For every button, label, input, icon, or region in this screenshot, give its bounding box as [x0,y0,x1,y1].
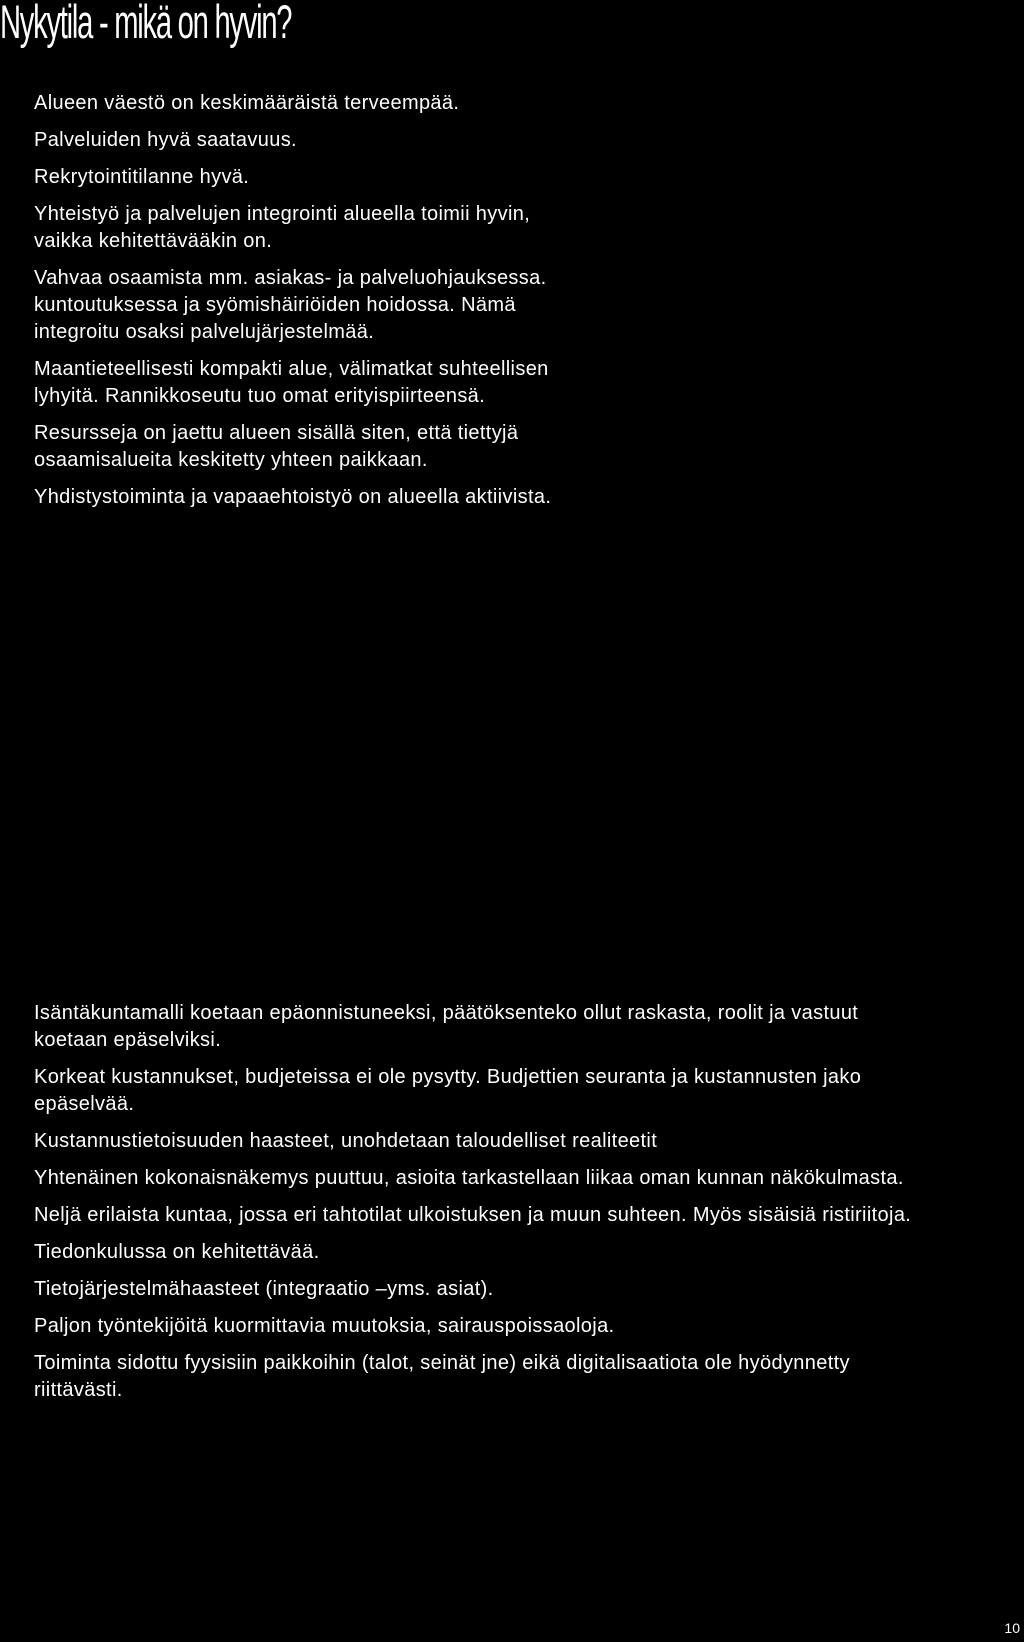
list-item: Tietojärjestelmähaasteet (integraatio –yms. asiat). [34,1278,494,1300]
list-item: Yhdistystoiminta ja vapaaehtoistyö on alueella aktiivista. [34,486,552,508]
slide-title: Nykytila - mikä on hyvin? [0,0,292,48]
list-item: Kustannustietoisuuden haasteet, unohdetaan taloudelliset realiteetit [34,1130,658,1152]
page-number: 10 [1004,1620,1020,1636]
list-item: Paljon työntekijöitä kuormittavia muutoksia, sairauspoissaoloja. [34,1315,615,1337]
list-item: Neljä erilaista kuntaa, jossa eri tahtotilat ulkoistuksen ja muun suhteen. Myös sisäisiä ristiriitoja. [34,1204,912,1226]
list-item: Rekrytointitilanne hyvä. [34,166,250,188]
weaknesses-list [34,1000,934,1414]
list-item: Vahvaa osaamista mm. asiakas- ja palveluohjauksessa. kuntoutuksessa ja syömishäiriöiden hoidossa. Nämä integroitu osaksi palvelujärjestelmää. [34,267,547,343]
list-item: Tiedonkulussa on kehitettävää. [34,1241,320,1263]
list-item: Resursseja on jaettu alueen sisällä siten, että tiettyjä osaamisalueita keskitetty yhteen paikkaan. [34,422,519,471]
list-item: Yhtenäinen kokonaisnäkemys puuttuu, asioita tarkastellaan liikaa oman kunnan näkökulmasta. [34,1167,904,1189]
strengths-list [34,90,594,521]
list-item: Korkeat kustannukset, budjeteissa ei ole pysytty. Budjettien seuranta ja kustannusten jako epäselvää. [34,1066,862,1115]
list-item: Isäntäkuntamalli koetaan epäonnistuneeksi, päätöksenteko ollut raskasta, roolit ja vastuut koetaan epäselviksi. [34,1002,859,1051]
list-item: Alueen väestö on keskimääräistä terveempää. [34,92,460,114]
list-item: Toiminta sidottu fyysisiin paikkoihin (talot, seinät jne) eikä digitalisaatiota ole hyödynnetty riittävästi. [34,1352,850,1401]
list-item: Maantieteellisesti kompakti alue, välimatkat suhteellisen lyhyitä. Rannikkoseutu tuo omat erityispiirteensä. [34,358,549,407]
list-item: Yhteistyö ja palvelujen integrointi alueella toimii hyvin, vaikka kehitettävääkin on. [34,203,531,252]
list-item: Palveluiden hyvä saatavuus. [34,129,297,151]
